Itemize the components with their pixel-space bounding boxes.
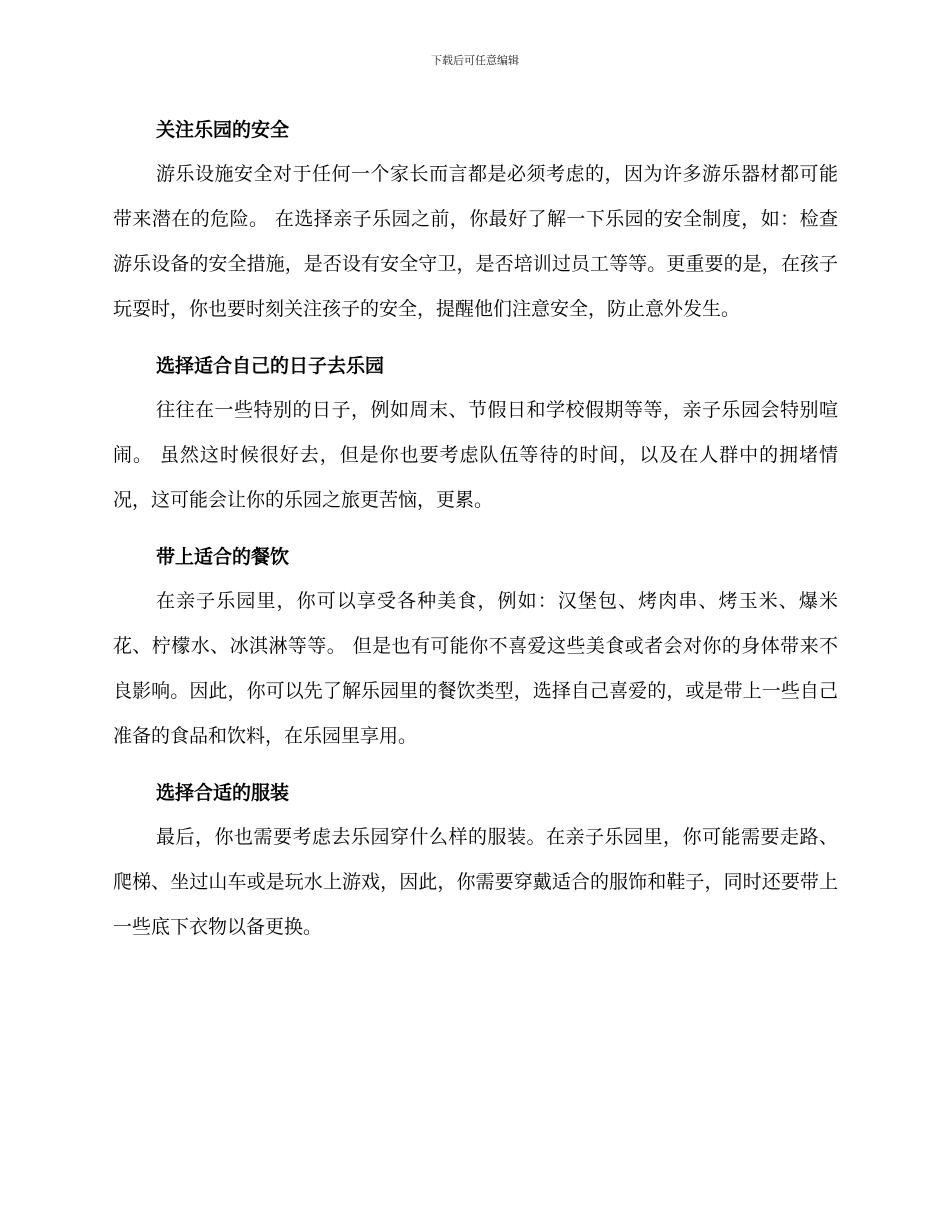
page-header: 下载后可任意编辑 [431, 54, 519, 67]
section-paragraph: 往往在一些特别的日子，例如周末、节假日和学校假期等等，亲子乐园会特别喧闹。 虽然这时候很好去，但是你也要考虑队伍等待的时间，以及在人群中的拥堵情况，这可能会让你的乐园之旅更苦恼，更累。 [113, 399, 838, 511]
section-paragraph: 最后，你也需要考虑去乐园穿什么样的服装。在亲子乐园里，你可能需要走路、爬梯、坐过山车或是玩水上游戏，因此，你需要穿戴适合的服饰和鞋子，同时还要带上一些底下衣物以备更换。 [113, 826, 838, 938]
section-safety [113, 108, 838, 332]
section-paragraph: 游乐设施安全对于任何一个家长而言都是必须考虑的，因为许多游乐器材都可能带来潜在的危险。 在选择亲子乐园之前，你最好了解一下乐园的安全制度，如：检查游乐设备的安全措施，是否设有安全守卫，是否培训过员工等等。更重要的是，在孩子玩耍时，你也要时刻关注孩子的安全，提醒他们注意安全，防止意外发生。 [113, 163, 838, 320]
document-body [113, 108, 838, 962]
section-choose-day [113, 344, 838, 523]
section-paragraph: 在亲子乐园里，你可以享受各种美食，例如：汉堡包、烤肉串、烤玉米、爆米花、柠檬水、冰淇淋等等。 但是也有可能你不喜爱这些美食或者会对你的身体带来不良影响。因此，你可以先了解乐园里的餐饮类型，选择自己喜爱的，或是带上一些自己准备的食品和饮料，在乐园里享用。 [113, 590, 838, 747]
section-heading: 选择合适的服装 [156, 782, 290, 804]
section-heading: 带上适合的餐饮 [156, 546, 290, 568]
section-food [113, 535, 838, 759]
section-heading: 关注乐园的安全 [156, 119, 290, 141]
section-heading: 选择适合自己的日子去乐园 [156, 355, 385, 377]
section-clothing [113, 771, 838, 950]
